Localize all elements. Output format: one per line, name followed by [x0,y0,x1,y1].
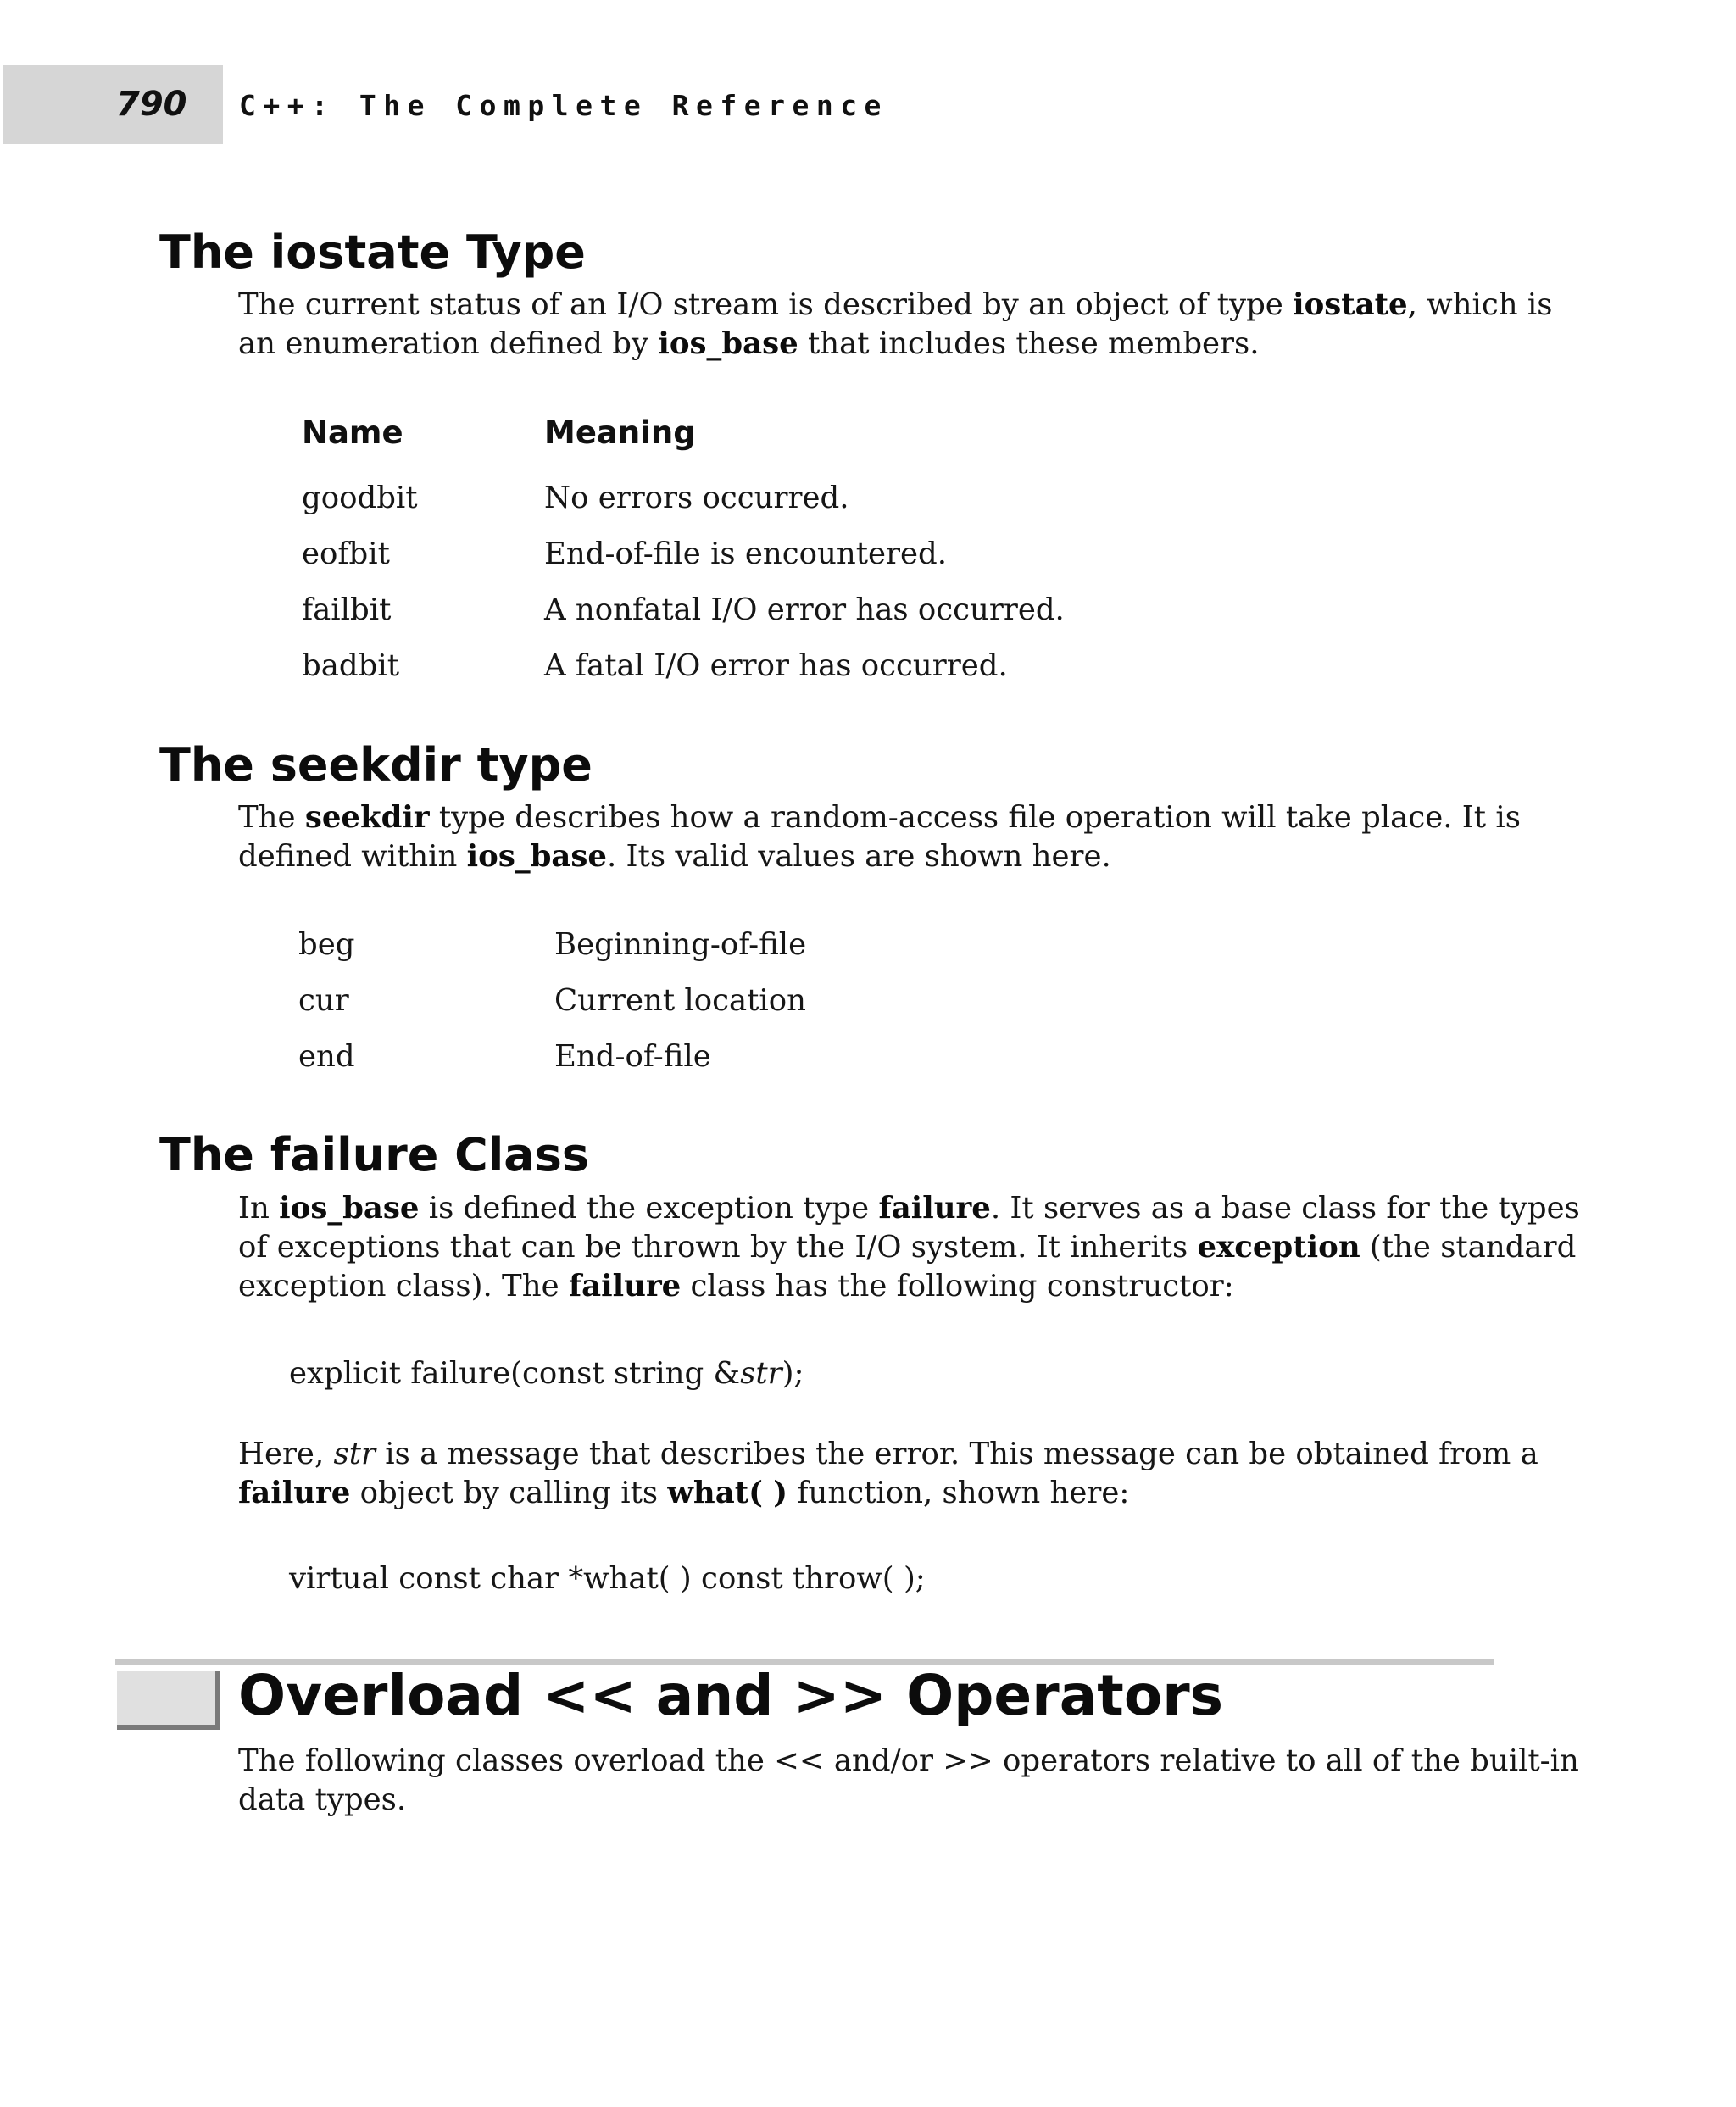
running-header-title: C++: The Complete Reference [239,89,888,122]
table-cell-meaning: Beginning-of-file [554,927,807,962]
failure-intro-line-3: exception class). The failure class has the following constructor: [238,1269,1234,1304]
heading-failure: The failure Class [159,1128,590,1181]
failure-intro-line-1: In ios_base is defined the exception type failure. It serves as a base class for the types [238,1191,1580,1226]
heading-seekdir: The seekdir type [159,738,593,792]
table-cell-meaning: Current location [554,983,807,1018]
failure-intro [238,1189,1580,1306]
what-function-signature: virtual const char *what( ) const throw( ); [289,1561,926,1596]
column-header-name: Name [302,414,403,451]
failure-description-line-1: Here, str is a message that describes the error. This message can be obtained from a [238,1437,1538,1471]
failure-constructor-signature: explicit failure(const string &str); [289,1356,804,1391]
failure-description-line-2: failure object by calling its what( ) function, shown here: [238,1476,1130,1510]
table-cell-name: eofbit [302,536,390,571]
section-marker-box [117,1671,220,1730]
table-cell-meaning: A nonfatal I/O error has occurred. [544,592,1065,627]
table-cell-meaning: End-of-file is encountered. [544,536,948,571]
overload-intro-line-2: data types. [238,1782,407,1817]
heading-overload-operators: Overload << and >> Operators [238,1663,1223,1728]
heading-iostate: The iostate Type [159,225,586,279]
table-cell-meaning: No errors occurred. [544,481,849,515]
table-cell-name: end [298,1039,355,1074]
seekdir-intro-line-1: The seekdir type describes how a random-access file operation will take place. It is [238,800,1521,835]
seekdir-intro-line-2: defined within ios_base. Its valid values are shown here. [238,839,1111,874]
page-number: 790 [116,85,187,124]
page-number-tab [3,65,223,144]
table-cell-name: badbit [302,648,399,683]
iostate-intro-line-1: The current status of an I/O stream is described by an object of type iostate, which is [238,287,1553,322]
table-cell-meaning: End-of-file [554,1039,711,1074]
failure-intro-line-2: of exceptions that can be thrown by the I/O system. It inherits exception (the standard [238,1230,1577,1265]
iostate-intro-line-2: an enumeration defined by ios_base that includes these members. [238,326,1260,361]
failure-description [238,1435,1538,1513]
overload-intro [238,1742,1579,1820]
table-cell-name: cur [298,983,349,1018]
iostate-intro [238,286,1553,364]
column-header-meaning: Meaning [544,414,696,451]
seekdir-intro [238,798,1521,876]
table-cell-name: beg [298,927,355,962]
table-cell-meaning: A fatal I/O error has occurred. [544,648,1008,683]
overload-intro-line-1: The following classes overload the << and/or >> operators relative to all of the built-in [238,1743,1579,1778]
table-cell-name: failbit [302,592,392,627]
table-cell-name: goodbit [302,481,418,515]
